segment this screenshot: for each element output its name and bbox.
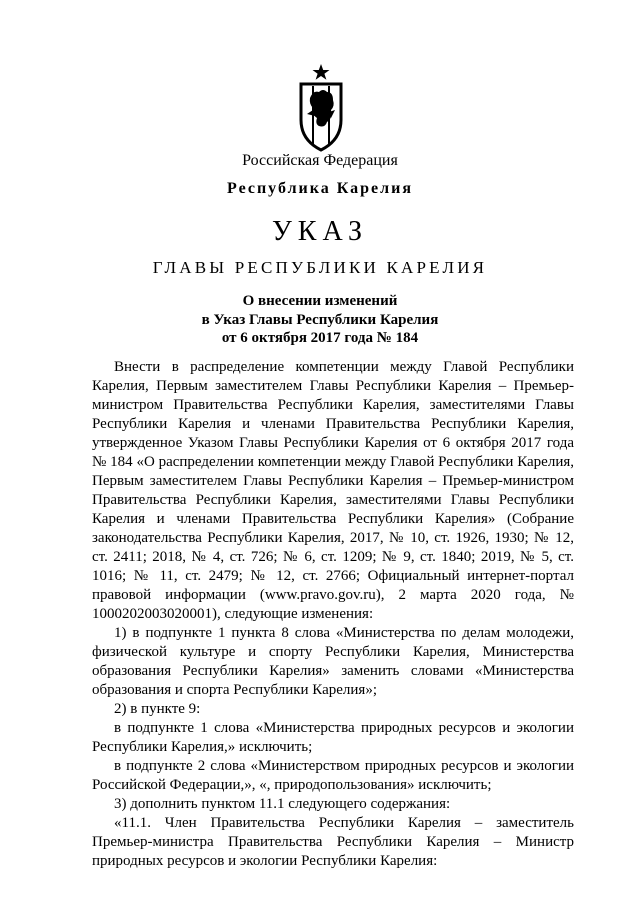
republic-name: Республика Карелия [227,180,413,197]
subject-line: в Указ Главы Республики Карелия [201,311,439,328]
document-type: УКАЗ [271,216,369,247]
body-paragraph: 3) дополнить пунктом 11.1 следующего содержания: [114,796,451,812]
body-paragraph: «11.1. Член Правительства Республики Карелия – заместитель Премьер-министра Правительства Республики Карелия – Министр природных ресурсов и экологии Республики Карелия: [92,815,574,869]
subject-line: от 6 октября 2017 года № 184 [221,330,419,346]
document-body [92,358,574,871]
issuer-title: ГЛАВЫ РЕСПУБЛИКИ КАРЕЛИЯ [152,258,488,277]
subject-line: О внесении изменений [242,293,398,309]
body-paragraph: 1) в подпункте 1 пункта 8 слова «Министерства по делам молодежи, физической культуре и спорту Республики Карелия, Министерства образования Республики Карелия» заменить словами «Министерства образования и спорта Республики Карелия»; [92,625,574,698]
body-paragraph: в подпункте 2 слова «Министерством природных ресурсов и экологии Российской Федерации,», «, природопользования» исключить; [92,758,574,793]
body-paragraph: в подпункте 1 слова «Министерства природных ресурсов и экологии Республики Карелия,» исключить; [92,720,574,755]
country-name: Российская Федерация [242,152,398,169]
body-paragraph: Внести в распределение компетенции между Главой Республики Карелия, Первым заместителем Главы Республики Карелия – Премьер-министром Правительства Республики Карелия, заместителями Главы Республики Карелия и членами Правительства Республики Карелия, утвержденное Указом Главы Республики Карелия от 6 октября 2017 года № 184 «О распределении компетенции между Главой Республики Карелия, Первым заместителем Главы Республики Карелия – Премьер-министром Правительства Республики Карелия, заместителями Главы Республики Карелия и членами Правительства Республики Карелия» (Собрание законодательства Республики Карелия, 2017, № 10, ст. 1926, 1930; № 12, ст. 2411; 2018, № 4, ст. 726; № 6, ст. 1209; № 9, ст. 1840; 2019, № 5, ст. 1016; № 11, ст. 2479; № 12, ст. 2766; Официальный интернет-портал правовой информации (www.pravo.gov.ru), 2 марта 2020 года, № 1000202003020001), следующие изменения: [92,359,574,622]
karelia-coat-of-arms-icon [297,62,345,152]
document-subject [0,292,640,348]
body-paragraph: 2) в пункте 9: [114,701,201,717]
